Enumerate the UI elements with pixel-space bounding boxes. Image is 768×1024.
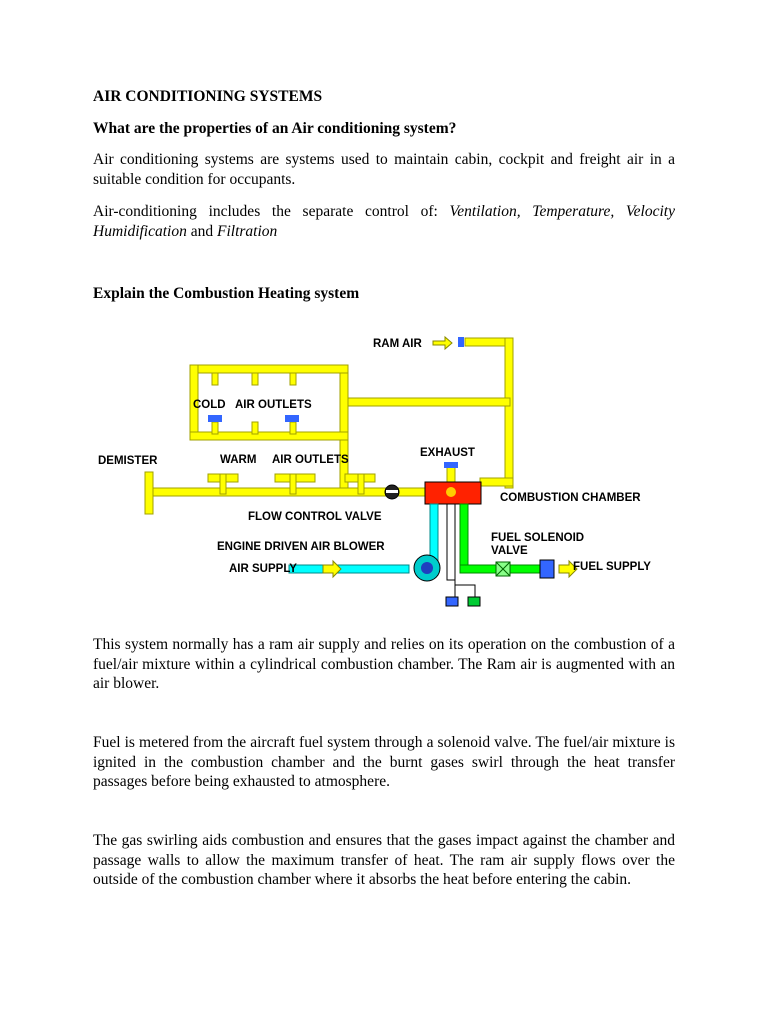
label-warm-air-outlets: AIR OUTLETS <box>272 454 349 466</box>
paragraph-definition: Air conditioning systems are systems used to maintain cabin, cockpit and freight air in a suitable condition for occupants. <box>93 151 675 188</box>
label-warm: WARM <box>220 454 257 466</box>
label-cold-air-outlets: AIR OUTLETS <box>235 399 312 411</box>
label-ram-air: RAM AIR <box>373 338 422 350</box>
label-fuel-supply: FUEL SUPPLY <box>573 561 651 573</box>
label-cold: COLD <box>193 399 226 411</box>
paragraph-gas-swirling: The gas swirling aids combustion and ensures that the gases impact against the chamber and passage walls to allow the maximum transfer of heat. The ram air supply flows over the outside of the combustion chamber where it absorbs the heat before entering the cabin. <box>93 832 675 889</box>
paragraph-fuel-metering: Fuel is metered from the aircraft fuel system through a solenoid valve. The fuel/air mixture is ignited in the combustion chamber and the burnt gases swirl through the heat transfer passages before being exhausted to atmosphere. <box>93 734 675 791</box>
controls-italic-list: Ventilation, Temperature, Velocity Humidification <box>93 203 675 240</box>
combustion-heating-diagram <box>90 325 690 615</box>
controls-and-text: and <box>186 222 217 240</box>
control-box-1 <box>446 597 458 606</box>
question-properties: What are the properties of an Air conditioning system? <box>93 120 457 137</box>
fuel-supply-connector <box>540 560 554 578</box>
label-combustion-chamber: COMBUSTION CHAMBER <box>500 492 641 504</box>
label-flow-control-valve: FLOW CONTROL VALVE <box>248 511 382 523</box>
paragraph-ram-air: This system normally has a ram air supply and relies on its operation on the combustion of a fuel/air mixture within a cylindrical combustion chamber. The Ram air is augmented with an air blower. <box>93 636 675 693</box>
flame-icon <box>446 487 456 497</box>
question-combustion-heating: Explain the Combustion Heating system <box>93 285 360 302</box>
label-air-supply: AIR SUPPLY <box>229 563 297 575</box>
paragraph-controls <box>93 202 675 241</box>
document-title: AIR CONDITIONING SYSTEMS <box>93 88 323 105</box>
valve-slot <box>386 490 398 493</box>
label-exhaust: EXHAUST <box>420 447 475 459</box>
controls-italic-filtration: Filtration <box>217 222 278 240</box>
label-valve: VALVE <box>491 545 528 557</box>
label-demister: DEMISTER <box>98 455 158 467</box>
control-box-2 <box>468 597 480 606</box>
label-fuel-solenoid: FUEL SOLENOID <box>491 532 585 544</box>
label-engine-driven-blower: ENGINE DRIVEN AIR BLOWER <box>217 541 385 553</box>
controls-lead-text: Air-conditioning includes the separate control of: <box>93 203 450 220</box>
